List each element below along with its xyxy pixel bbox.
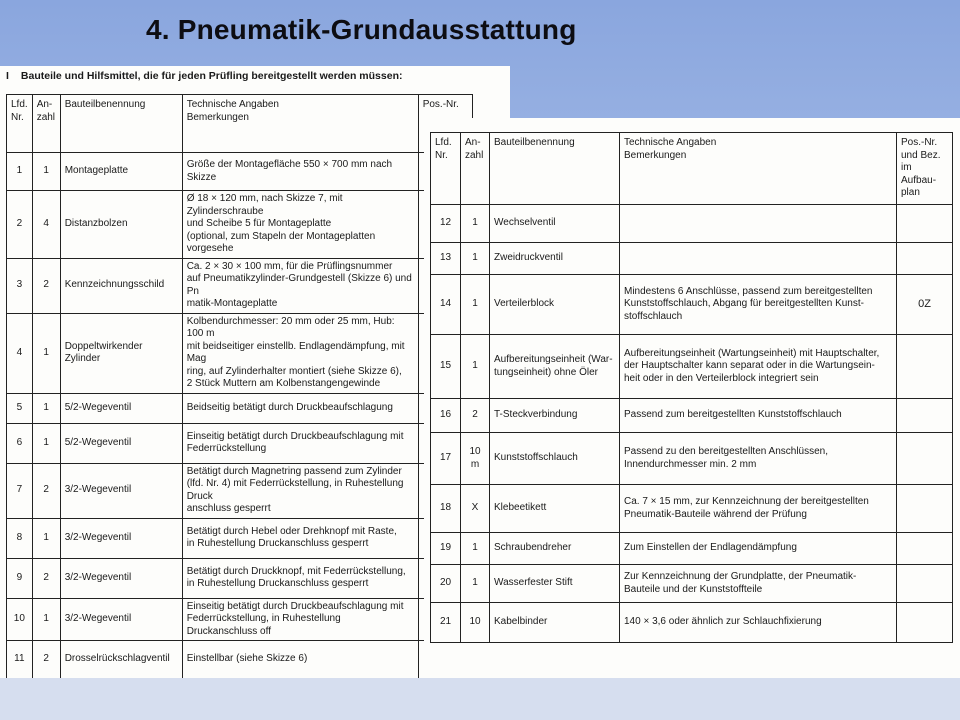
header-technische-angaben: Technische Angaben Bemerkungen — [182, 95, 418, 153]
cell-technische-angaben — [620, 205, 897, 243]
cell-lfd-nr: 21 — [431, 603, 461, 643]
cell-lfd-nr: 8 — [7, 518, 33, 558]
cell-technische-angaben: Kolbendurchmesser: 20 mm oder 25 mm, Hub: 100 m mit beidseitiger einstellb. Endlagendämpfung, mit Mag ring, auf Zylinderhalter montiert (siehe Skizze 6), 2 Stück Muttern am Kolbenstangengewinde — [182, 313, 418, 393]
cell-technische-angaben: Einseitig betätigt durch Druckbeaufschlagung mit Federrückstellung, in Ruhestellung Druckanschluss off — [182, 598, 418, 641]
cell-pos-nr — [897, 533, 953, 565]
table-row — [431, 433, 953, 485]
cell-anzahl: 2 — [32, 558, 60, 598]
header-technische-angaben: Technische Angaben Bemerkungen — [620, 133, 897, 205]
cell-anzahl: 2 — [32, 463, 60, 518]
table-row — [431, 243, 953, 275]
header-anzahl: An- zahl — [461, 133, 490, 205]
header-pos-nr-aufbauplan: Pos.-Nr. und Bez. im Aufbau- plan — [897, 133, 953, 205]
cell-lfd-nr: 2 — [7, 191, 33, 259]
cell-technische-angaben: Passend zum bereitgestellten Kunststoffschlauch — [620, 399, 897, 433]
cell-anzahl: 1 — [32, 423, 60, 463]
table-row — [431, 603, 953, 643]
table-row — [7, 393, 473, 423]
cell-technische-angaben: Größe der Montagefläche 550 × 700 mm nach Skizze — [182, 153, 418, 191]
header-lfd-nr: Lfd. Nr. — [431, 133, 461, 205]
table-row — [431, 205, 953, 243]
cell-technische-angaben: 140 × 3,6 oder ähnlich zur Schlauchfixierung — [620, 603, 897, 643]
cell-anzahl: 2 — [32, 641, 60, 679]
cell-technische-angaben: Zur Kennzeichnung der Grundplatte, der Pneumatik- Bauteile und der Kunststoffteile — [620, 565, 897, 603]
slide-title: 4. Pneumatik-Grundausstattung — [146, 14, 577, 45]
slide-bottom-band — [0, 678, 960, 720]
cell-lfd-nr: 7 — [7, 463, 33, 518]
cell-lfd-nr: 5 — [7, 393, 33, 423]
cell-bauteilbenennung: Distanzbolzen — [60, 191, 182, 259]
cell-lfd-nr: 17 — [431, 433, 461, 485]
cell-anzahl: 1 — [32, 393, 60, 423]
cell-bauteilbenennung: Zweidruckventil — [490, 243, 620, 275]
table-row — [7, 423, 473, 463]
parts-table-left — [6, 94, 473, 678]
table-row — [431, 485, 953, 533]
cell-lfd-nr: 10 — [7, 598, 33, 641]
cell-anzahl: 1 — [461, 275, 490, 335]
cell-lfd-nr: 11 — [7, 641, 33, 679]
cell-bauteilbenennung: 3/2-Wegeventil — [60, 598, 182, 641]
cell-anzahl: 1 — [32, 518, 60, 558]
cell-pos-nr — [897, 433, 953, 485]
table-row — [431, 533, 953, 565]
cell-bauteilbenennung: Kennzeichnungsschild — [60, 258, 182, 313]
cell-technische-angaben — [620, 243, 897, 275]
cell-anzahl: 1 — [32, 313, 60, 393]
cell-bauteilbenennung: T-Steckverbindung — [490, 399, 620, 433]
cell-bauteilbenennung: Verteilerblock — [490, 275, 620, 335]
cell-lfd-nr: 14 — [431, 275, 461, 335]
table-row — [431, 335, 953, 399]
cell-lfd-nr: 6 — [7, 423, 33, 463]
cell-lfd-nr: 3 — [7, 258, 33, 313]
cell-technische-angaben: Beidseitig betätigt durch Druckbeaufschlagung — [182, 393, 418, 423]
cell-technische-angaben: Einseitig betätigt durch Druckbeaufschlagung mit Federrückstellung — [182, 423, 418, 463]
table-row — [7, 558, 473, 598]
cell-bauteilbenennung: Wasserfester Stift — [490, 565, 620, 603]
cell-technische-angaben: Ca. 2 × 30 × 100 mm, für die Prüflingsnummer auf Pneumatikzylinder-Grundgestell (Skizze 6) und Pn matik-Montageplatte — [182, 258, 418, 313]
table-row — [7, 258, 473, 313]
cell-anzahl: 2 — [461, 399, 490, 433]
cell-pos-nr — [897, 335, 953, 399]
cell-lfd-nr: 4 — [7, 313, 33, 393]
cell-pos-nr — [897, 243, 953, 275]
cell-lfd-nr: 1 — [7, 153, 33, 191]
cell-bauteilbenennung: Klebeetikett — [490, 485, 620, 533]
cell-lfd-nr: 9 — [7, 558, 33, 598]
cell-anzahl: 10 — [461, 603, 490, 643]
cell-technische-angaben: Ca. 7 × 15 mm, zur Kennzeichnung der bereitgestellten Pneumatik-Bauteile während der Prüfung — [620, 485, 897, 533]
table-header-row — [431, 133, 953, 205]
table-row — [431, 565, 953, 603]
cell-technische-angaben: Ø 18 × 120 mm, nach Skizze 7, mit Zylinderschraube und Scheibe 5 für Montageplatte (optional, zum Stapeln der Montageplatten vorgesehe — [182, 191, 418, 259]
cell-technische-angaben: Mindestens 6 Anschlüsse, passend zum bereitgestellten Kunststoffschlauch, Abgang für bereitgestellten Kunst- stoffschlauch — [620, 275, 897, 335]
table-header-row — [7, 95, 473, 153]
cell-technische-angaben: Aufbereitungseinheit (Wartungseinheit) mit Hauptschalter, der Hauptschalter kann separat oder in die Wartungsein- heit oder in den Verteilerblock integriert sein — [620, 335, 897, 399]
cell-bauteilbenennung: 5/2-Wegeventil — [60, 423, 182, 463]
cell-lfd-nr: 16 — [431, 399, 461, 433]
cell-anzahl: 1 — [461, 533, 490, 565]
header-bauteilbenennung: Bauteilbenennung — [60, 95, 182, 153]
cell-anzahl: X — [461, 485, 490, 533]
header-lfd-nr: Lfd. Nr. — [7, 95, 33, 153]
cell-anzahl: 1 — [461, 243, 490, 275]
header-bauteilbenennung: Bauteilbenennung — [490, 133, 620, 205]
cell-technische-angaben: Betätigt durch Druckknopf, mit Federrückstellung, in Ruhestellung Druckanschluss gesperrt — [182, 558, 418, 598]
table-row — [431, 399, 953, 433]
table-row — [7, 463, 473, 518]
cell-anzahl: 2 — [32, 258, 60, 313]
cell-lfd-nr: 20 — [431, 565, 461, 603]
table-row — [7, 518, 473, 558]
cell-anzahl: 1 — [461, 565, 490, 603]
cell-technische-angaben: Einstellbar (siehe Skizze 6) — [182, 641, 418, 679]
header-pos-nr: Pos.-Nr. — [418, 95, 472, 153]
cell-lfd-nr: 19 — [431, 533, 461, 565]
cell-anzahl: 1 — [461, 205, 490, 243]
cell-bauteilbenennung: 3/2-Wegeventil — [60, 463, 182, 518]
cell-bauteilbenennung: 3/2-Wegeventil — [60, 518, 182, 558]
cell-bauteilbenennung: Schraubendreher — [490, 533, 620, 565]
cell-pos-nr — [897, 565, 953, 603]
cell-bauteilbenennung: 3/2-Wegeventil — [60, 558, 182, 598]
cell-technische-angaben: Zum Einstellen der Endlagendämpfung — [620, 533, 897, 565]
cell-lfd-nr: 15 — [431, 335, 461, 399]
table-row — [7, 313, 473, 393]
cell-bauteilbenennung: Wechselventil — [490, 205, 620, 243]
cell-pos-nr — [897, 485, 953, 533]
cell-anzahl: 10 m — [461, 433, 490, 485]
section-roman-numeral: I — [6, 70, 9, 82]
table-row — [431, 275, 953, 335]
cell-lfd-nr: 18 — [431, 485, 461, 533]
cell-anzahl: 4 — [32, 191, 60, 259]
cell-anzahl: 1 — [461, 335, 490, 399]
scanned-page-right — [424, 118, 960, 678]
cell-pos-nr — [897, 399, 953, 433]
cell-bauteilbenennung: Doppeltwirkender Zylinder — [60, 313, 182, 393]
table-row — [7, 641, 473, 679]
cell-technische-angaben: Betätigt durch Magnetring passend zum Zylinder (lfd. Nr. 4) mit Federrückstellung, in Ruhestellung Druck anschluss gesperrt — [182, 463, 418, 518]
table-row — [7, 598, 473, 641]
cell-bauteilbenennung: Kunststoffschlauch — [490, 433, 620, 485]
table-row — [7, 153, 473, 191]
cell-bauteilbenennung: Aufbereitungseinheit (War- tungseinheit) ohne Öler — [490, 335, 620, 399]
cell-bauteilbenennung: Kabelbinder — [490, 603, 620, 643]
cell-bauteilbenennung: 5/2-Wegeventil — [60, 393, 182, 423]
header-anzahl: An- zahl — [32, 95, 60, 153]
section-heading-text: Bauteile und Hilfsmittel, die für jeden Prüfling bereitgestellt werden müssen: — [20, 70, 403, 82]
cell-lfd-nr: 12 — [431, 205, 461, 243]
parts-table-right — [430, 132, 953, 643]
cell-pos-nr — [897, 603, 953, 643]
cell-anzahl: 1 — [32, 153, 60, 191]
cell-bauteilbenennung: Montageplatte — [60, 153, 182, 191]
cell-anzahl: 1 — [32, 598, 60, 641]
cell-lfd-nr: 13 — [431, 243, 461, 275]
scan-heading — [6, 70, 403, 83]
cell-technische-angaben: Passend zu den bereitgestellten Anschlüssen, Innendurchmesser min. 2 mm — [620, 433, 897, 485]
table-row — [7, 191, 473, 259]
cell-pos-nr — [897, 205, 953, 243]
cell-technische-angaben: Betätigt durch Hebel oder Drehknopf mit Raste, in Ruhestellung Druckanschluss gesperrt — [182, 518, 418, 558]
cell-bauteilbenennung: Drosselrückschlagventil — [60, 641, 182, 679]
cell-pos-nr: 0Z — [897, 275, 953, 335]
